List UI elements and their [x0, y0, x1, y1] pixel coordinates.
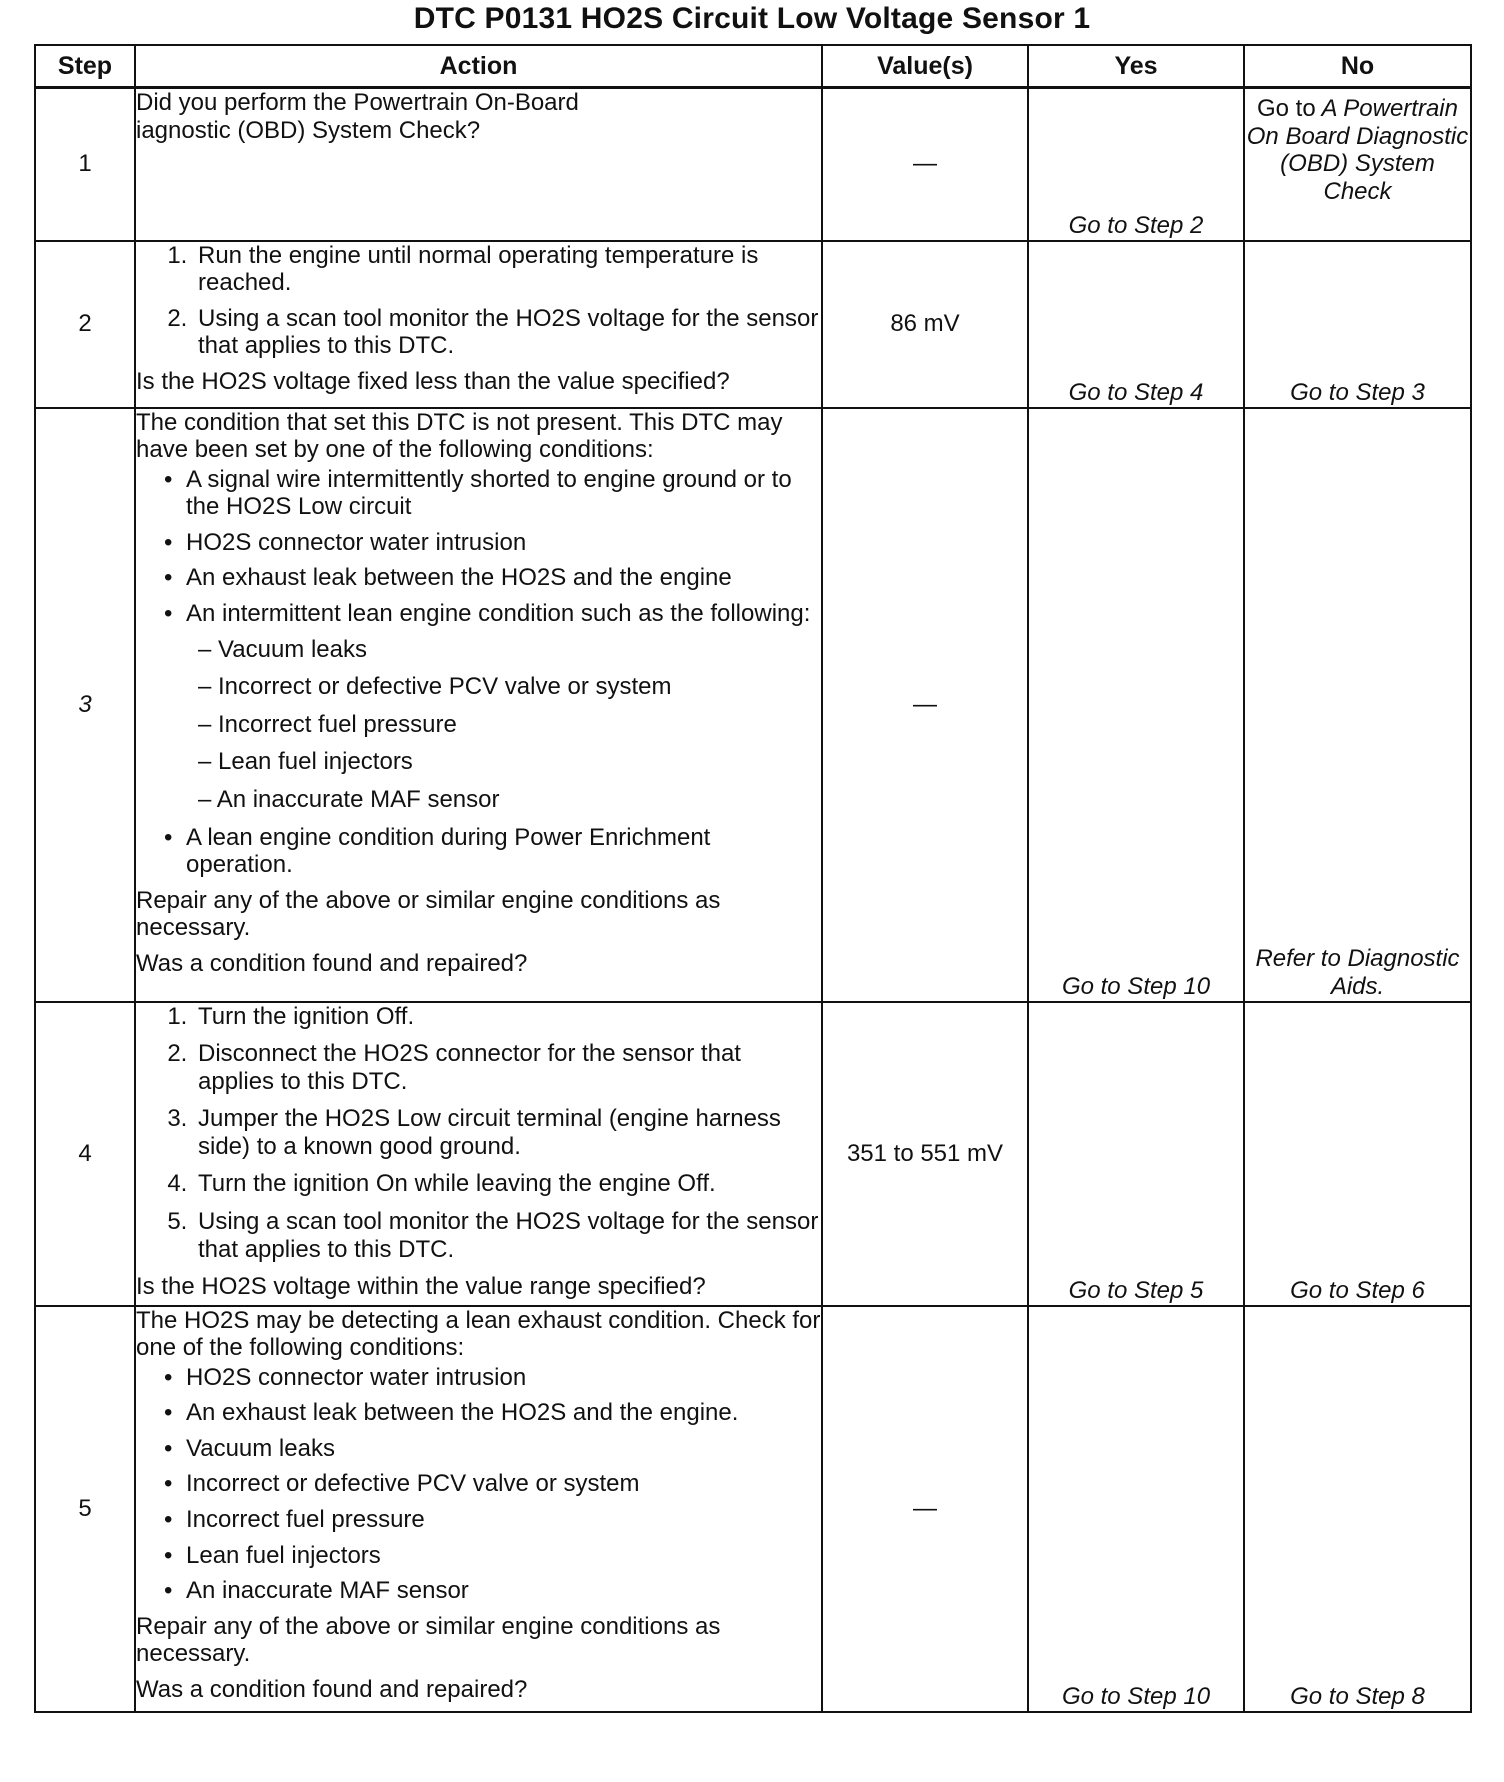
action-intro: The HO2S may be detecting a lean exhaust condition. Check for one of the following conditions: [136, 1306, 821, 1362]
action-cell [135, 408, 822, 1002]
yes-cell: Go to Step 5 [1028, 1002, 1244, 1306]
sub-list-item: – Vacuum leaks [198, 635, 367, 663]
sub-list-item: – Incorrect fuel pressure [198, 710, 457, 738]
list-item: • HO2S connector water intrusion [186, 1364, 821, 1392]
action-steps [136, 1003, 821, 1264]
action-repair: Repair any of the above or similar engine conditions as necessary. [136, 886, 721, 942]
diagnostic-table [34, 44, 1472, 1713]
condition-list [136, 1364, 821, 1605]
step-number: 5 [35, 1306, 135, 1712]
action-question: Is the HO2S voltage fixed less than the value specified? [136, 367, 730, 395]
yes-cell: Go to Step 2 [1028, 88, 1244, 241]
list-item: • Vacuum leaks [186, 1435, 821, 1463]
sub-list-item: – An inaccurate MAF sensor [198, 786, 500, 814]
no-cell: Refer to Diagnostic Aids. [1244, 408, 1471, 1002]
list-item: • Lean fuel injectors [186, 1542, 821, 1570]
condition-list [136, 466, 821, 879]
action-question: Was a condition found and repaired? [136, 1676, 528, 1704]
step-number: 2 [35, 241, 135, 408]
no-cell [1244, 88, 1471, 241]
page-title: DTC P0131 HO2S Circuit Low Voltage Sensor 1 [413, 2, 1091, 35]
action-step: 2. Disconnect the HO2S connector for the sensor that applies to this DTC. [194, 1040, 821, 1095]
action-step: 4. Turn the ignition On while leaving the engine Off. [194, 1170, 821, 1198]
list-item: • HO2S connector water intrusion [186, 529, 821, 557]
table-row [35, 408, 1471, 1002]
action-cell [135, 1306, 822, 1712]
col-header-action: Action [135, 45, 822, 88]
list-item: • An exhaust leak between the HO2S and the engine [186, 564, 821, 592]
no-cell: Go to Step 6 [1244, 1002, 1471, 1306]
action-question: Is the HO2S voltage within the value range specified? [136, 1273, 706, 1301]
list-item: • A lean engine condition during Power Enrichment operation. [186, 824, 821, 879]
col-header-yes: Yes [1028, 45, 1244, 88]
action-cell [135, 241, 822, 408]
action-cell [135, 1002, 822, 1306]
value-cell: — [822, 1306, 1028, 1712]
table-row [35, 1002, 1471, 1306]
step-number: 3 [35, 408, 135, 1002]
action-intro: The condition that set this DTC is not present. This DTC may have been set by one of the following conditions: [136, 408, 783, 464]
col-header-step: Step [35, 45, 135, 88]
value-cell: — [822, 408, 1028, 1002]
list-item [186, 600, 821, 814]
value-cell: 351 to 551 mV [822, 1002, 1028, 1306]
yes-cell: Go to Step 10 [1028, 408, 1244, 1002]
no-cell: Go to Step 8 [1244, 1306, 1471, 1712]
list-item: • A signal wire intermittently shorted to engine ground or to the HO2S Low circuit [186, 466, 821, 521]
yes-cell: Go to Step 10 [1028, 1306, 1244, 1712]
list-item: • An inaccurate MAF sensor [186, 1577, 821, 1605]
value-cell [822, 88, 1028, 241]
no-prefix: Go to [1257, 95, 1316, 122]
step-number: 4 [35, 1002, 135, 1306]
list-item: • Incorrect fuel pressure [186, 1506, 821, 1534]
sub-list-item: – Incorrect or defective PCV valve or system [198, 673, 672, 701]
no-reference: A Powertrain On Board Diagnostic (OBD) System Check [1246, 95, 1469, 205]
list-item: • Incorrect or defective PCV valve or system [186, 1470, 821, 1498]
action-step: 3. Jumper the HO2S Low circuit terminal (engine harness side) to a known good ground. [194, 1105, 821, 1160]
col-header-no: No [1244, 45, 1471, 88]
action-text: Did you perform the Powertrain On-Board iagnostic (OBD) System Check? [136, 89, 579, 144]
no-cell: Go to Step 3 [1244, 241, 1471, 408]
action-step: 2. Using a scan tool monitor the HO2S voltage for the sensor that applies to this DTC. [194, 305, 821, 360]
col-header-values: Value(s) [822, 45, 1028, 88]
header-row [35, 45, 1471, 88]
action-step: 5. Using a scan tool monitor the HO2S voltage for the sensor that applies to this DTC. [194, 1208, 821, 1263]
list-item: • An exhaust leak between the HO2S and the engine. [186, 1399, 821, 1427]
value-text: — [913, 150, 937, 178]
action-step: 1. Turn the ignition Off. [194, 1003, 821, 1031]
sub-condition-list [186, 636, 821, 814]
action-question: Was a condition found and repaired? [136, 950, 528, 977]
table-row [35, 1306, 1471, 1712]
action-repair: Repair any of the above or similar engine conditions as necessary. [136, 1612, 721, 1668]
table-row [35, 88, 1471, 241]
action-cell [135, 88, 822, 241]
sub-list-item: – Lean fuel injectors [198, 748, 413, 776]
list-item-text: An intermittent lean engine condition such as the following: [186, 600, 811, 628]
action-step: 1. Run the engine until normal operating temperature is reached. [194, 242, 821, 297]
table-row [35, 241, 1471, 408]
step-number: 1 [35, 88, 135, 241]
action-steps [136, 242, 821, 360]
value-cell: 86 mV [822, 241, 1028, 408]
yes-cell: Go to Step 4 [1028, 241, 1244, 408]
